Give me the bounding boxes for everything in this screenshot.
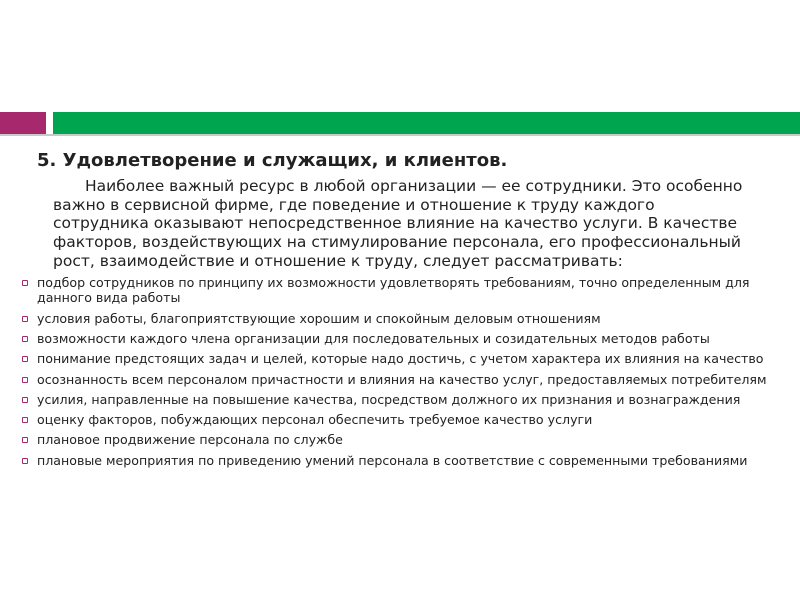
bullet-item: [21, 331, 781, 347]
bullet-text: подбор сотрудников по принципу их возможности удовлетворять требованиям, точно определенным для данного вида работы: [37, 274, 750, 306]
slide-content: [37, 150, 787, 473]
bullet-square-icon: [22, 316, 28, 322]
bullet-text: осознанность всем персоналом причастности и влияния на качество услуг, предоставляемых потребителям: [37, 371, 767, 387]
bullet-list: [21, 275, 781, 469]
bullet-text: оценку факторов, побуждающих персонал обеспечить требуемое качество услуги: [37, 412, 593, 428]
bullet-text: возможности каждого члена организации для последовательных и созидательных методов работы: [37, 330, 710, 346]
accent-bar-right: [53, 112, 800, 134]
bullet-square-icon: [22, 280, 28, 286]
bullet-item: [21, 412, 781, 428]
bullet-square-icon: [22, 336, 28, 342]
bullet-item: [21, 432, 781, 448]
bullet-square-icon: [22, 397, 28, 403]
slide-title: 5. Удовлетворение и служащих, и клиентов.: [37, 150, 508, 171]
intro-paragraph: Наиболее важный ресурс в любой организации — ее сотрудники. Это особенно важно в сервисной фирме, где поведение и отношение к труду каждого сотрудника оказывают непосредственное влияние на качество услуги. В качестве факторов, воздействующих на стимулирование персонала, его профессиональный рост, взаимодействие и отношение к труду, следует рассматривать:: [53, 177, 743, 270]
bullet-item: [21, 351, 781, 367]
bullet-item: [21, 311, 781, 327]
bullet-square-icon: [22, 417, 28, 423]
bullet-item: [21, 453, 781, 469]
bullet-text: понимание предстоящих задач и целей, которые надо достичь, с учетом характера их влияния на качество: [37, 351, 764, 367]
bullet-text: плановые мероприятия по приведению умений персонала в соответствие с современными требованиями: [37, 452, 748, 468]
bullet-text: условия работы, благоприятствующие хорошим и спокойным деловым отношениям: [37, 310, 601, 326]
bullet-square-icon: [22, 458, 28, 464]
bullet-square-icon: [22, 377, 28, 383]
bullet-item: [21, 372, 781, 388]
bullet-square-icon: [22, 356, 28, 362]
bullet-text: усилия, направленные на повышение качества, посредством должного их признания и вознаграждения: [37, 391, 741, 407]
bullet-square-icon: [22, 437, 28, 443]
bullet-text: плановое продвижение персонала по службе: [37, 432, 343, 448]
bullet-item: [21, 392, 781, 408]
accent-bar-left: [0, 112, 46, 134]
accent-divider: [0, 134, 800, 136]
bullet-item: [21, 275, 781, 307]
